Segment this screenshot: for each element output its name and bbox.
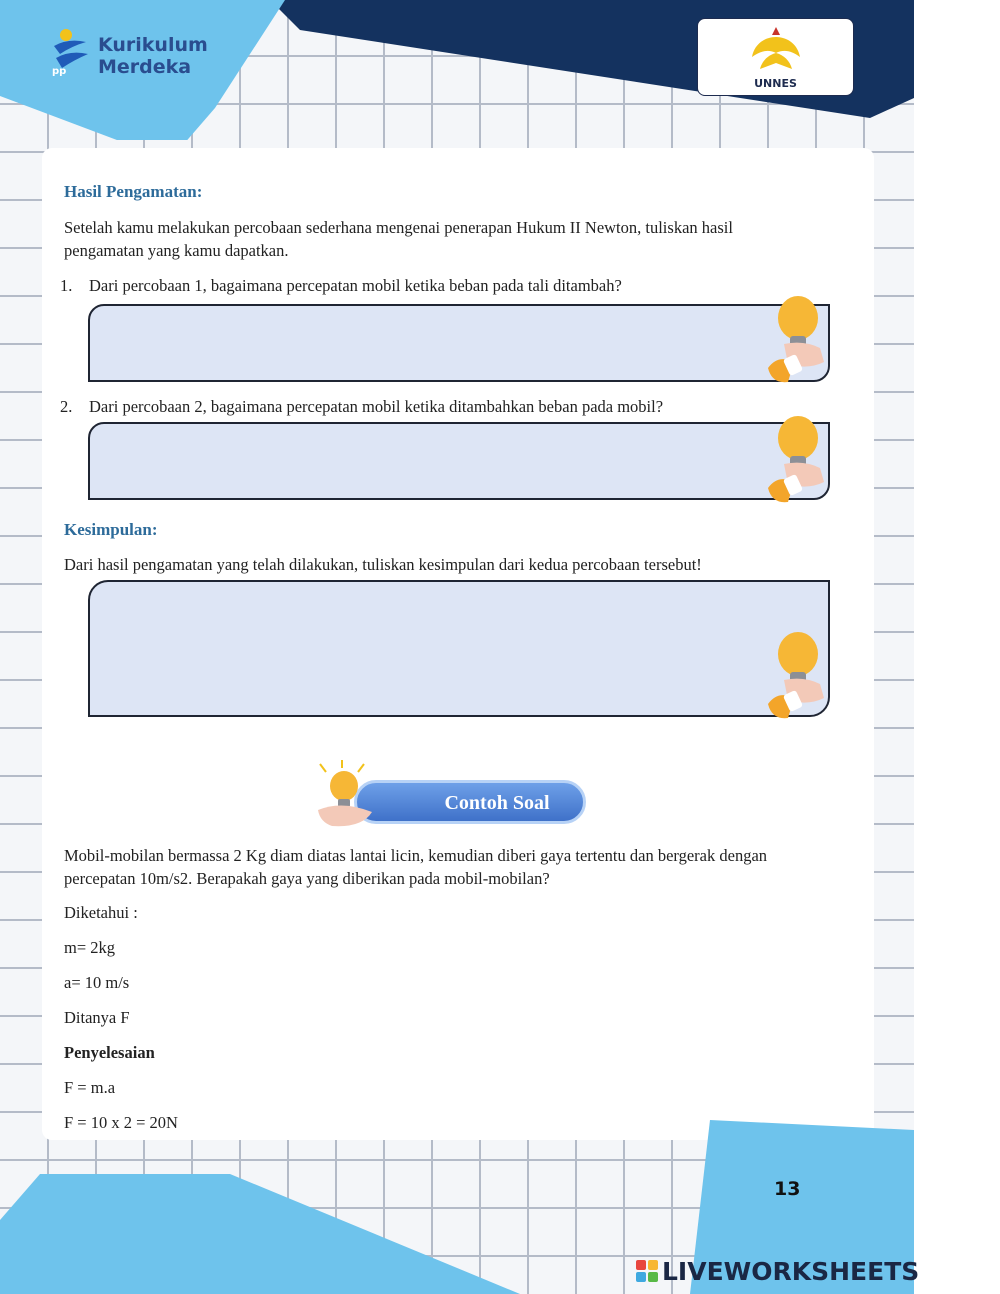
example-problem-line1: Mobil-mobilan bermassa 2 Kg diam diatas lantai licin, kemudian diberi gaya tertentu dan bergerak dengan (64, 846, 768, 865)
result: F = 10 x 2 = 20N (64, 1113, 178, 1132)
brand-line2: Merdeka (98, 56, 192, 78)
watermark-text: LIVEWORKSHEETS (662, 1256, 920, 1286)
unnes-label: UNNES (754, 77, 797, 90)
kurikulum-merdeka-logo (50, 28, 220, 88)
lightbulb-hand-icon (764, 290, 834, 385)
page-number: 13 (774, 1178, 801, 1200)
observation-heading: Hasil Pengamatan: (64, 182, 203, 201)
example-problem (64, 844, 854, 890)
known-label: Diketahui : (64, 903, 138, 922)
question-1-number: 1. (60, 276, 73, 295)
unnes-logo-icon (746, 23, 806, 75)
conclusion-prompt: Dari hasil pengamatan yang telah dilakukan, tuliskan kesimpulan dari kedua percobaan tersebut! (64, 555, 702, 574)
formula: F = m.a (64, 1078, 116, 1097)
liveworksheets-logo-icon (636, 1260, 658, 1282)
contoh-soal-button[interactable] (354, 780, 586, 824)
observation-intro-line1: Setelah kamu melakukan percobaan sederhana mengenai penerapan Hukum II Newton, tuliskan hasil (64, 218, 733, 237)
answer-box-conclusion[interactable] (88, 580, 830, 717)
lightbulb-hand-icon (312, 758, 382, 832)
answer-box-1[interactable] (88, 304, 830, 382)
observation-intro (64, 216, 854, 262)
question-2-text: Dari percobaan 2, bagaimana percepatan mobil ketika ditambahkan beban pada mobil? (89, 397, 664, 416)
observation-intro-line2: pengamatan yang kamu dapatkan. (64, 241, 289, 260)
known-mass: m= 2kg (64, 938, 116, 957)
question-2-number: 2. (60, 397, 73, 416)
conclusion-heading: Kesimpulan: (64, 520, 158, 539)
contoh-soal-banner (312, 758, 594, 832)
brand-name (98, 34, 208, 78)
kurikulum-logo-icon (50, 28, 94, 84)
answer-box-2[interactable] (88, 422, 830, 500)
question-1-text: Dari percobaan 1, bagaimana percepatan mobil ketika beban pada tali ditambah? (89, 276, 622, 295)
lightbulb-hand-icon (764, 410, 834, 505)
contoh-soal-label: Contoh Soal (444, 792, 550, 814)
lightbulb-hand-icon (764, 626, 834, 721)
example-problem-line2: percepatan 10m/s2. Berapakah gaya yang diberikan pada mobil-mobilan? (64, 869, 550, 888)
asked-label: Ditanya F (64, 1008, 130, 1027)
solution-label: Penyelesaian (64, 1043, 155, 1062)
brand-mark: pp (52, 66, 67, 77)
known-acceleration: a= 10 m/s (64, 973, 130, 992)
unnes-logo-box (697, 18, 854, 96)
liveworksheets-watermark (636, 1256, 919, 1286)
brand-line1: Kurikulum (98, 34, 208, 56)
